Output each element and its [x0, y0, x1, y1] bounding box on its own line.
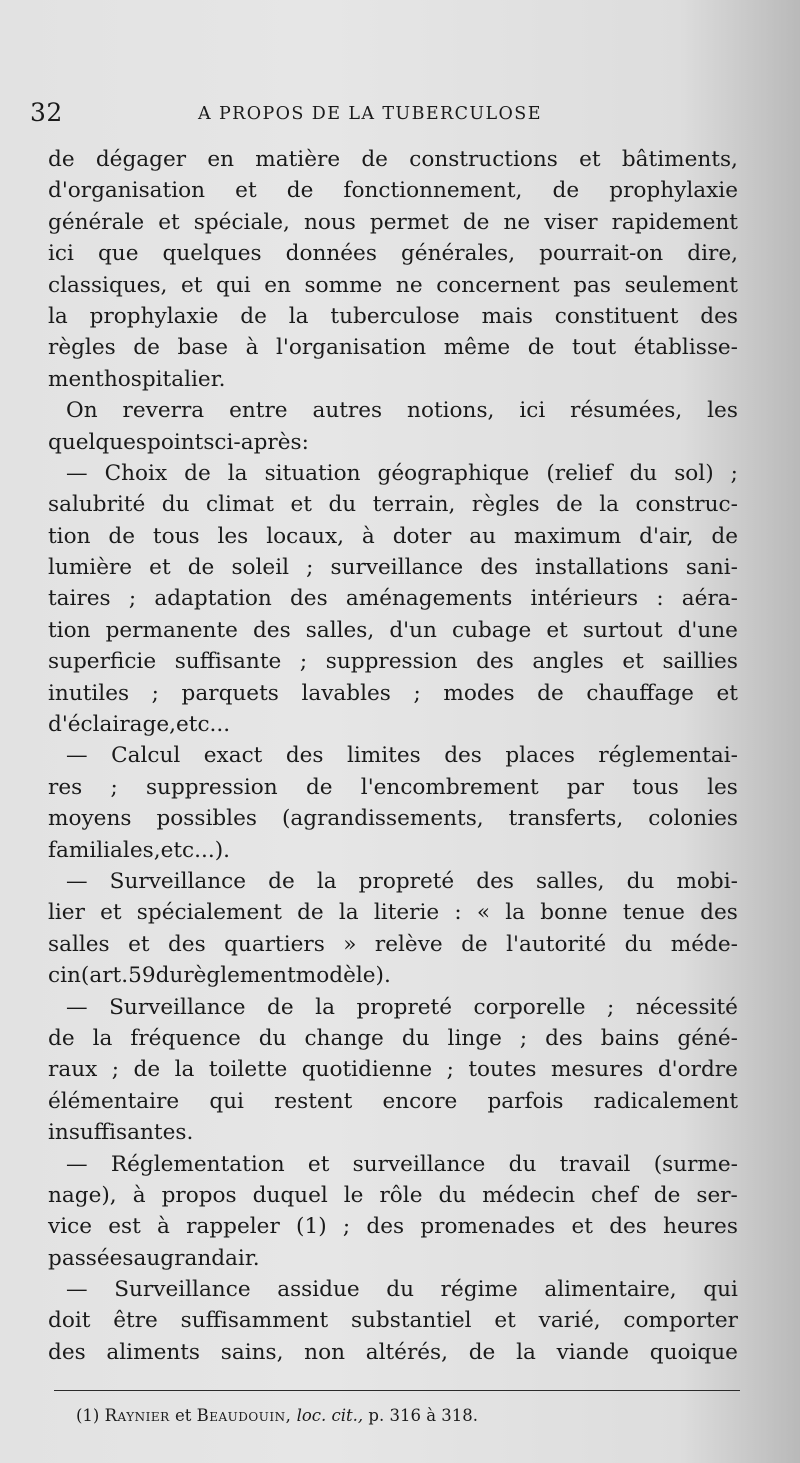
- text-line: classiques, et qui en somme ne concernent pas seulement: [48, 272, 738, 298]
- text-line: inutiles ; parquets lavables ; modes de chauffage et: [48, 680, 738, 706]
- text-line: tion permanente des salles, d'un cubage et surtout d'une: [48, 617, 738, 643]
- text-line: salles et des quartiers » relève de l'autorité du méde-: [48, 931, 738, 957]
- text-line: vice est à rappeler (1) ; des promenades et des heures: [48, 1214, 738, 1240]
- page-number: 32: [30, 98, 63, 127]
- text-line: doit être suffisamment substantiel et varié, comporter: [48, 1308, 738, 1334]
- text-line: quelques points ci-après :: [48, 429, 309, 455]
- footnote-rule: [54, 1390, 740, 1391]
- body-text: [48, 144, 738, 1368]
- footnote-marker: (1): [76, 1406, 100, 1425]
- footnote-author: Raynier: [104, 1406, 170, 1425]
- text-line: élémentaire qui restent encore parfois radicalement: [48, 1088, 738, 1114]
- text-line: lier et spécialement de la literie : « la bonne tenue des: [48, 900, 738, 926]
- text-line: la prophylaxie de la tuberculose mais constituent des: [48, 303, 738, 329]
- text-line: — Choix de la situation géographique (relief du sol) ;: [66, 460, 738, 486]
- text-line: passées au grand air.: [48, 1245, 260, 1271]
- text-line: des aliments sains, non altérés, de la viande quoique: [48, 1339, 738, 1365]
- text-line: d'éclairage, etc...: [48, 712, 231, 738]
- text-line: — Calcul exact des limites des places réglementai-: [66, 743, 738, 769]
- footnote-author: Beaudouin,: [196, 1406, 292, 1425]
- text-line: res ; suppression de l'encombrement par tous les: [48, 774, 738, 800]
- text-line: salubrité du climat et du terrain, règles de la construc-: [48, 492, 738, 518]
- text-line: nage), à propos duquel le rôle du médecin chef de ser-: [48, 1182, 738, 1208]
- text-line: moyens possibles (agrandissements, transferts, colonies: [48, 806, 738, 832]
- text-line: de la fréquence du change du linge ; des bains géné-: [48, 1025, 738, 1051]
- footnote: [76, 1406, 478, 1425]
- text-line: — Surveillance de la propreté corporelle ; nécessité: [66, 994, 738, 1020]
- text-line: On reverra entre autres notions, ici résumées, les: [66, 398, 738, 424]
- text-line: de dégager en matière de constructions et bâtiments,: [48, 147, 738, 172]
- running-title: A PROPOS DE LA TUBERCULOSE: [198, 104, 542, 124]
- text-line: ici que quelques données générales, pourrait-on dire,: [48, 241, 738, 267]
- text-line: — Réglementation et surveillance du travail (surme-: [66, 1151, 738, 1177]
- text-line: familiales, etc...).: [48, 837, 231, 863]
- footnote-conjunction: et: [174, 1406, 192, 1425]
- text-line: raux ; de la toilette quotidienne ; toutes mesures d'ordre: [48, 1057, 738, 1083]
- text-line: taires ; adaptation des aménagements intérieurs : aéra-: [48, 586, 738, 612]
- text-line: générale et spéciale, nous permet de ne viser rapidement: [48, 209, 738, 235]
- page-header: [30, 98, 730, 138]
- footnote-reference: loc. cit.,: [296, 1406, 364, 1425]
- text-line: lumière et de soleil ; surveillance des installations sani-: [48, 555, 738, 581]
- text-line: superficie suffisante ; suppression des angles et saillies: [48, 649, 738, 675]
- text-line: — Surveillance assidue du régime alimentaire, qui: [66, 1277, 738, 1303]
- text-line: insuffisantes.: [48, 1120, 194, 1146]
- text-line: cin (art. 59 du règlement modèle).: [48, 963, 391, 989]
- text-line: — Surveillance de la propreté des salles, du mobi-: [66, 868, 738, 894]
- text-line: tion de tous les locaux, à doter au maximum d'air, de: [48, 523, 738, 549]
- text-line: ment hospitalier.: [48, 366, 226, 392]
- text-line: d'organisation et de fonctionnement, de prophylaxie: [48, 178, 738, 204]
- text-line: règles de base à l'organisation même de tout établisse-: [48, 335, 738, 361]
- footnote-pages: p. 316 à 318.: [368, 1406, 479, 1425]
